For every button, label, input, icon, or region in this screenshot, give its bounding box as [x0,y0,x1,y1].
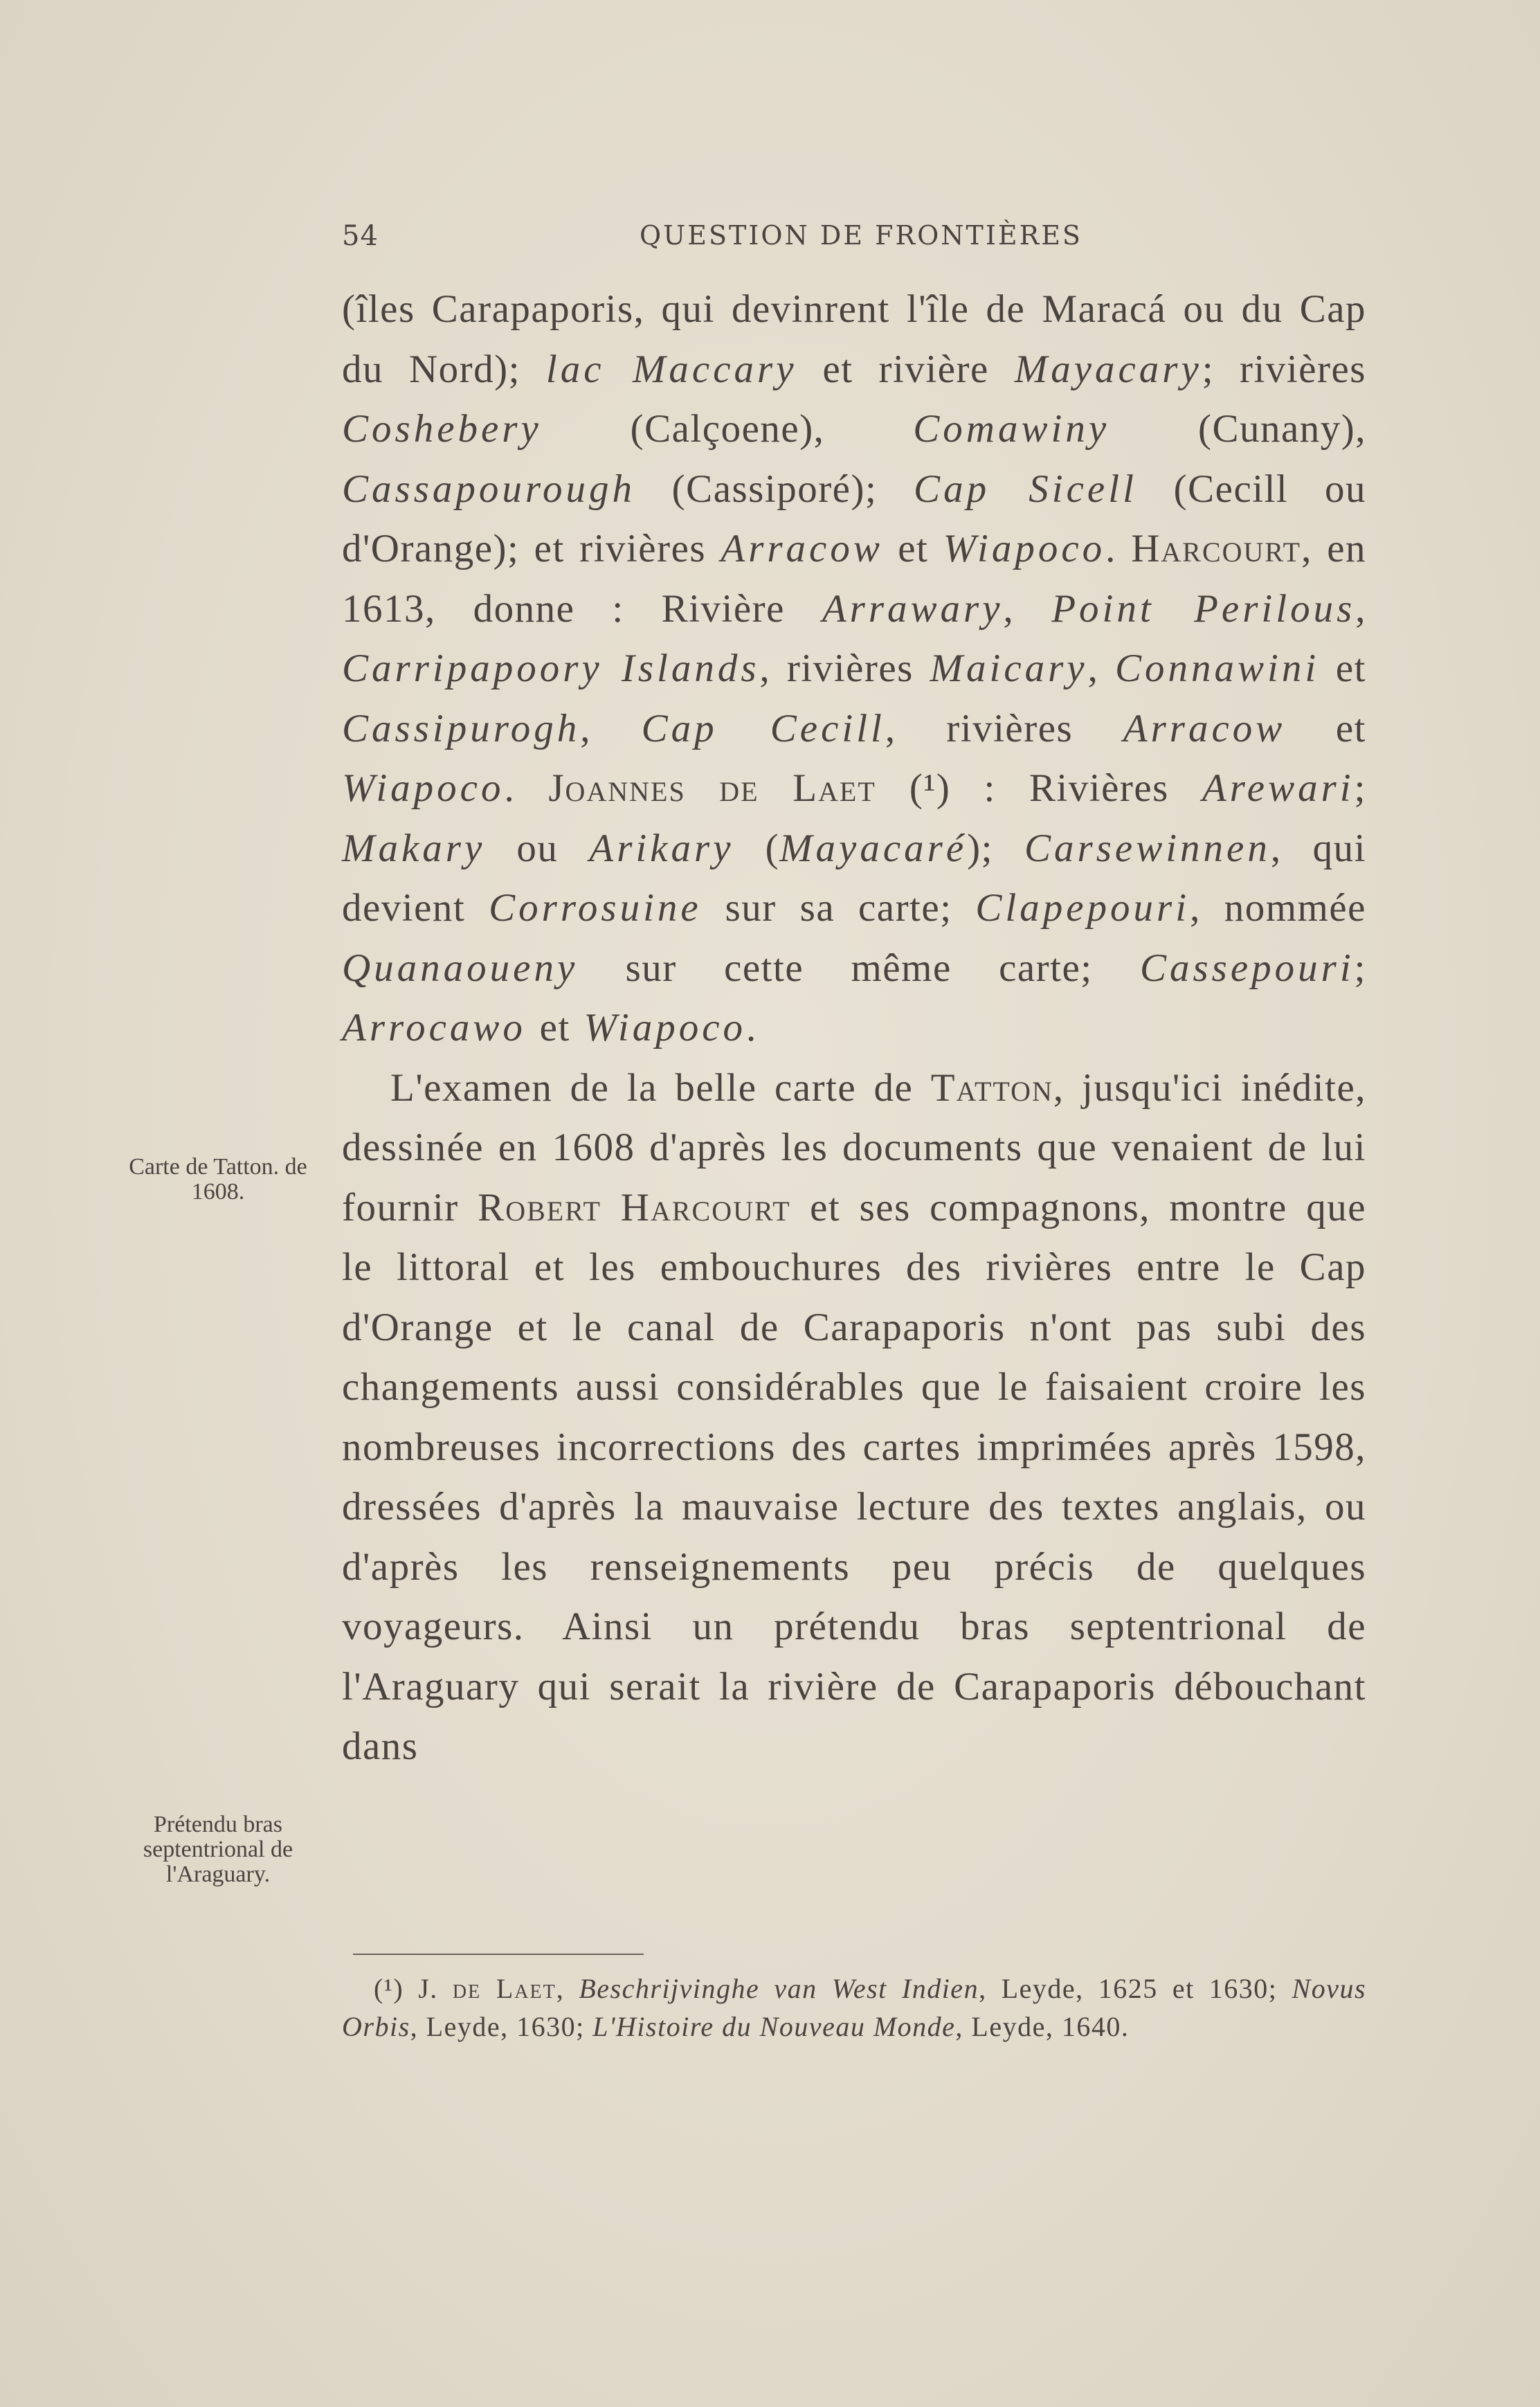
text-span: . [746,1006,757,1049]
text-span: Carripapoory Islands [342,647,760,690]
text-span: Corrosuine [489,886,702,930]
text-span: Carsewinnen [1024,826,1271,870]
text-span: L'examen de la belle carte de [390,1065,931,1110]
text-span: Arewari [1202,766,1355,810]
text-span: (¹) J. [374,1973,453,2004]
text-span: Carapaporis [431,287,634,331]
text-span: et le canal de [493,1305,804,1349]
text-span: et [1285,706,1367,750]
text-span: , nommée [1190,886,1366,930]
text-span: lac [545,347,633,391]
text-span: Calçoene [644,407,800,451]
text-span: . [1105,527,1132,570]
text-span: , [410,2011,426,2042]
text-span: et ses compagnons, montre que le littoral et les embouchures des rivières entre le [342,1185,1367,1289]
text-span: Robert Harcourt [478,1185,791,1229]
text-span: Leyde [1001,1973,1076,2004]
text-span: Cassapourough [342,467,635,511]
text-span: Coshebery [342,407,542,451]
paragraph-2 [342,1058,1366,1777]
text-span: Cap du Nord [342,287,1367,391]
text-span: Harcourt [1131,527,1302,570]
text-span: et [525,1006,584,1049]
text-span: Tatton [930,1065,1053,1110]
text-span: ( [734,826,780,870]
footnote [342,1969,1366,2046]
footnote-1 [342,1969,1366,2046]
text-span: Leyde [426,2011,501,2042]
text-span: Beschrijvinghe van West Indien [579,1973,979,2004]
text-span: , 1625 et 1630; [1076,1973,1292,2004]
text-span: Cap d'Orange [342,1245,1366,1349]
text-span: Cassepouri [1139,946,1355,990]
margin-note-araguary-branch: Prétendu bras septentrional de l'Araguary. [143,1812,293,1887]
text-span: Point Perilous [1051,586,1356,631]
text-span: Arracow [1123,706,1286,750]
text-span: , [955,2011,972,2042]
text-span: ou du [1166,287,1300,331]
text-span: Cecill [1188,467,1289,511]
text-span: , 1630; [500,2011,593,2042]
text-span: Cap Sicell [914,467,1137,511]
text-span: (îles [342,287,432,331]
text-span: . [504,766,549,810]
text-span: ); [967,826,1025,870]
text-span: Arracow [721,527,883,570]
text-span: n'ont pas subi des changements aussi considérables que le faisaient croire les nombreuses incorrections des cartes imprimées après 1598, dressées d'après la mauvaise lecture des textes anglais, ou d'après les renseignements peu précis de quelques voyageurs. Ainsi un prétendu bras septentrional de l' [342,1305,1366,1709]
text-span: Wiapoco [583,1006,747,1049]
page-header [342,220,1380,255]
text-span: ), [1341,407,1367,451]
text-span: Mayacaré [779,826,968,870]
text-span: ou d' [342,467,1366,570]
text-span: et [882,527,943,570]
footnote-divider [353,1954,644,1955]
text-span: qui serait la rivière de [519,1664,954,1709]
page-number: 54 [342,220,379,252]
text-span: , qui devinrent l'île de [633,287,1042,331]
text-span: , [1087,647,1116,690]
text-span: Joannes de Laet [548,766,876,810]
text-span: Novus Orbis [342,1973,1367,2042]
text-span: de Laet [452,1973,556,2004]
text-span: débouchant dans [342,1664,1366,1768]
text-span: Mayacary [1014,347,1202,391]
running-title: QUESTION DE FRONTIÈRES [640,220,1082,251]
text-span: Arikary [589,826,734,870]
text-span: , rivières [759,647,930,690]
text-span: , [979,1973,1002,2004]
text-span: Maicary [930,647,1088,690]
text-span: , [580,706,642,750]
text-span: (¹) : Rivières [876,766,1202,810]
text-span: , 1640. [1045,2011,1130,2042]
text-span: ); [494,347,546,391]
text-span: sur sa carte; [701,886,976,930]
text-span: Arrocawo [342,1006,526,1049]
text-span: ( [541,407,645,451]
text-span: Quanaoueny [342,946,579,990]
text-span: Comawiny [913,407,1110,451]
text-span: Maracá [1042,287,1167,331]
text-span: Connawini [1115,647,1320,690]
text-span: Maccary [632,347,797,391]
text-span: ; [1354,766,1366,810]
text-span: Clapepouri [975,886,1190,930]
text-span: Cunany [1212,407,1341,451]
text-span: , jusqu'ici inédite, dessinée en 1608 d'après les documents que venaient de lui fournir [342,1065,1366,1229]
text-span: Wiapoco [943,527,1106,570]
text-span: Leyde [971,2011,1046,2042]
text-span: ( [635,467,687,511]
text-span: ); et rivières [493,527,721,570]
text-span: L'Histoire du Nouveau Monde [592,2011,956,2042]
text-span: Arrawary [822,586,1004,631]
text-span: Cassiporé [686,467,851,511]
text-span: Carapaporis [803,1305,1006,1349]
main-text [342,280,1366,1777]
text-span: , [1355,586,1366,631]
text-span: , en 1613, donne : Rivière [342,527,1366,631]
text-span: , rivières [885,706,1123,750]
text-span: ); [851,467,914,511]
text-span: , [556,1973,579,2004]
text-span: , [1003,586,1052,631]
text-span: Cap Cecill [641,706,885,750]
text-span: sur cette même carte; [578,946,1140,990]
margin-note-tatton-map: Carte de Tatton. de 1608. [129,1154,307,1205]
text-span: , qui devient [342,826,1367,930]
text-span: Makary [342,826,486,870]
paragraph-1 [342,280,1366,1058]
text-span: Orange [370,527,493,570]
text-span: Araguary [362,1664,520,1709]
text-span: et [1319,647,1367,690]
text-span: et rivière [797,347,1015,391]
text-span: ), [799,407,914,451]
text-span: ; rivières [1202,347,1366,391]
text-span: Wiapoco [342,766,505,810]
text-span: ou [485,826,590,870]
text-span: ( [1136,467,1188,511]
text-span: Cassipurogh [342,706,581,750]
text-span: ( [1109,407,1213,451]
text-span: Carapaporis [954,1664,1156,1709]
text-span: ; [1354,946,1366,990]
